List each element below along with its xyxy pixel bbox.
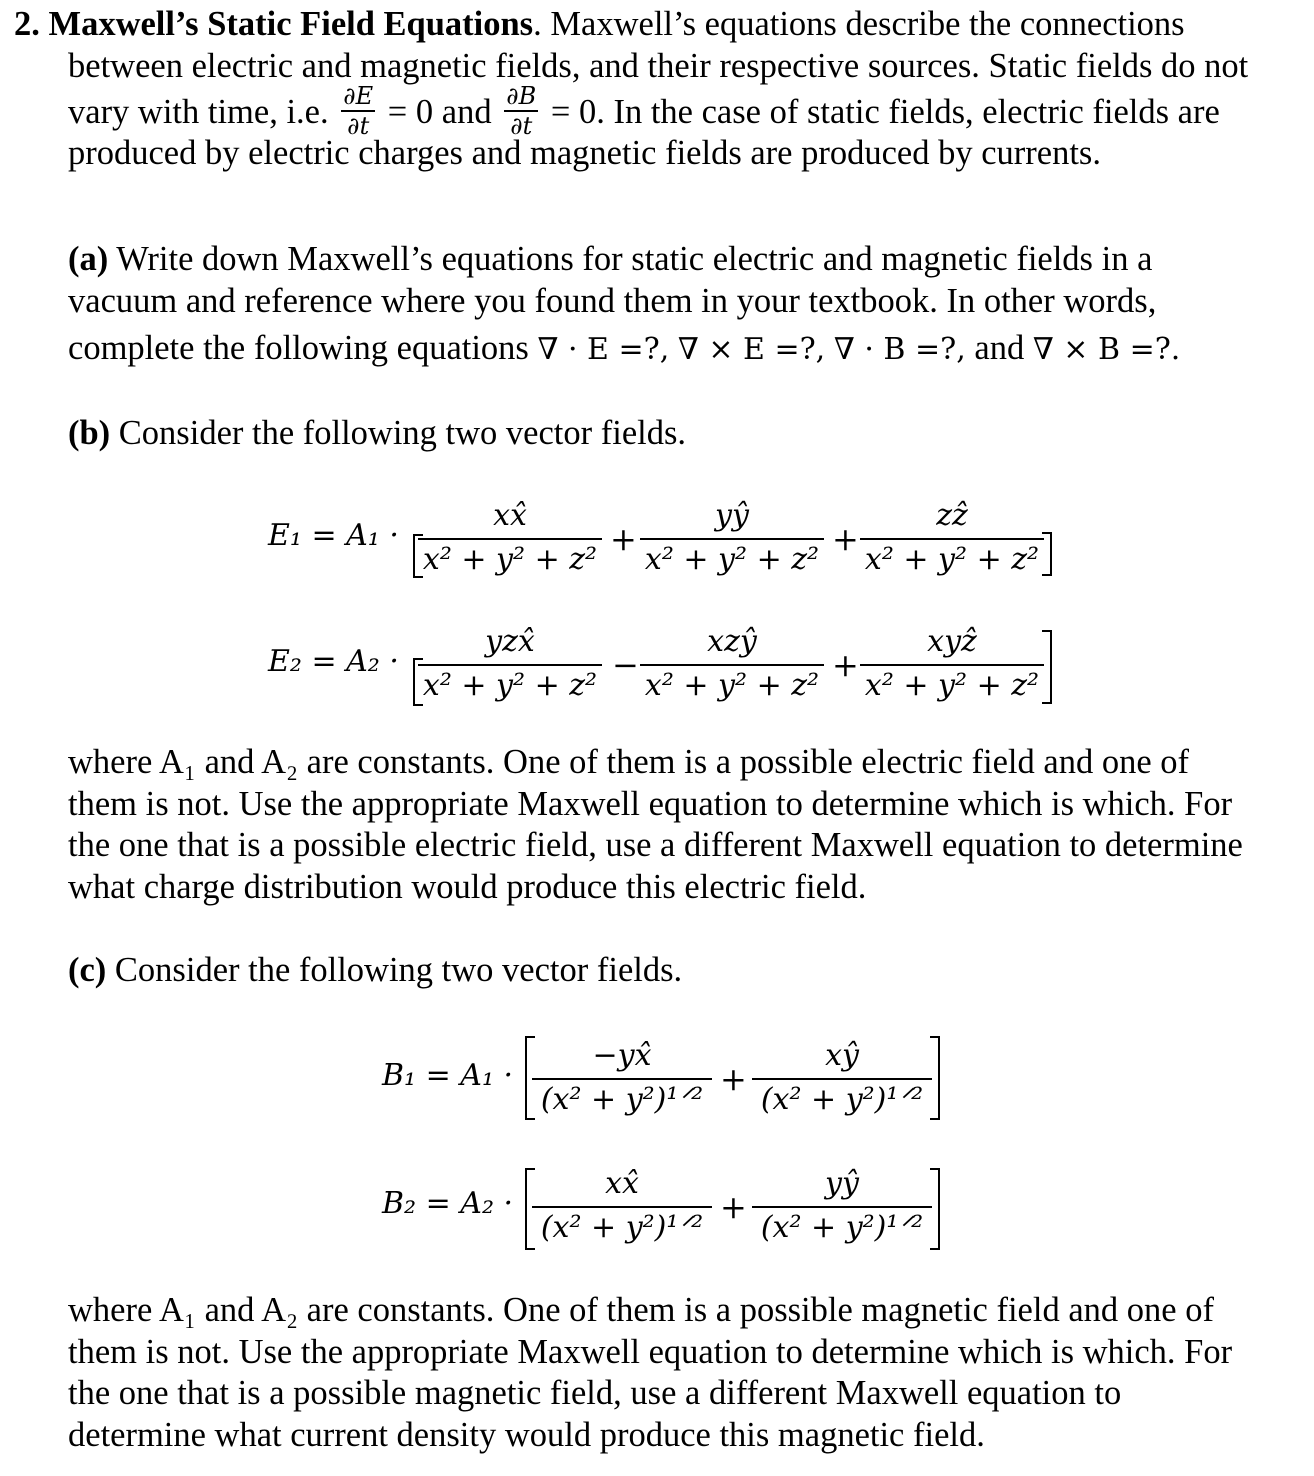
intro-line-3c: = 0. In the case of static fields, electric fields are [550,93,1220,131]
part-b-intro [68,413,1304,455]
part-b-followup [68,742,1304,908]
part-c-intro [68,950,1304,992]
e1-term-1: $\frac{xx̂}{\text{x² + y² + z²}}$ [418,496,602,580]
e1-right-bracket [1042,532,1052,576]
eq-curl-e: ∇ × E =?, [677,332,826,367]
b2-right-bracket [930,1168,940,1250]
e2-right-bracket [1042,630,1052,704]
b1-lhs: B₁ = A₁ · [382,1058,514,1093]
dB-numerator: ∂B [506,82,537,111]
dE-dt-fraction [341,82,375,141]
part-c-followup-3: the one that is a possible magnetic field, use a different Maxwell equation to [68,1374,1122,1412]
e1-op-1: + [610,520,637,558]
part-b-followup-4: what charge distribution would produce this electric field. [68,867,867,906]
e2-lhs: E₂ = A₂ · [268,644,399,679]
b1-term-2: xŷ (x² + y²)¹ᐟ² [752,1036,932,1120]
equation-b1 [0,1036,1314,1126]
part-a-line-1-text: Write down Maxwell’s equations for static electric and magnetic fields in a [108,240,1153,278]
part-c-followup-1: where A₁ and A₂ are constants. One of them is a possible magnetic field and one of [68,1291,1214,1329]
intro-line-3b: = 0 and [387,93,492,131]
dB-denominator: ∂t [510,112,533,141]
part-b-followup-2: them is not. Use the appropriate Maxwell equation to determine which is which. For [68,784,1233,823]
part-a-line-2: vacuum and reference where you found them in your textbook. In other words, [68,281,1157,320]
intro-line-4: produced by electric charges and magnetic fields are produced by currents. [68,134,1101,172]
e2-term-3: xyẑ x² + y² + z² [860,622,1044,706]
e2-op-1: − [612,646,639,684]
intro-line-1-rest: . Maxwell’s equations describe the connections [533,5,1185,43]
problem-number: 2. [14,5,40,43]
e2-term-1: yzx̂ x² + y² + z² [418,622,602,706]
and-word: and [974,329,1025,367]
e2-term-2: xzŷ x² + y² + z² [640,622,824,706]
part-a-line-1 [68,239,1304,281]
b1-term-1: −yx̂ (x² + y²)¹ᐟ² [532,1036,712,1120]
e1-op-2: + [832,520,859,558]
b1-op-1: + [720,1060,747,1098]
part-c-followup-4: determine what current density would produce this magnetic field. [68,1415,985,1454]
b2-op-1: + [720,1188,747,1226]
eq-div-e: ∇ · E =?, [537,332,670,367]
intro-line-3a: vary with time, i.e. [68,93,329,131]
equation-b2 [0,1164,1314,1254]
part-a-line-3-prefix: complete the following equations [68,329,538,367]
part-c-intro-text: Consider the following two vector fields. [106,951,683,989]
intro-line-1 [14,4,1310,46]
part-a-label: (a) [68,240,109,278]
part-b-followup-1: where A₁ and A₂ are constants. One of them is a possible electric field and one of [68,743,1189,781]
intro-line-2: between electric and magnetic fields, and their respective sources. Static fields do not [68,46,1249,85]
equation-e1 [0,496,1314,586]
part-b-followup-3: the one that is a possible electric field, use a different Maxwell equation to determine [68,826,1243,864]
problem-heading: Maxwell’s Static Field Equations [48,5,534,43]
part-b-intro-text: Consider the following two vector fields. [110,414,687,452]
b1-right-bracket [930,1036,940,1120]
part-c-label: (c) [68,951,107,989]
e2-op-2: + [832,646,859,684]
eq-div-b: ∇ · B =?, [833,332,966,367]
equation-e2 [0,622,1314,712]
e1-term-2: $\frac{yŷ}{\text{x² + y² + z²}}$ [640,496,824,580]
part-a [68,239,1304,371]
part-c-followup [68,1290,1304,1456]
problem-intro [14,4,1310,175]
b2-term-1: xx̂ (x² + y²)¹ᐟ² [532,1164,712,1248]
part-c-followup-2: them is not. Use the appropriate Maxwell equation to determine which is which. For [68,1332,1233,1371]
dB-dt-fraction [504,82,538,141]
eq-curl-b: ∇ × B =?. [1032,332,1181,367]
dE-numerator: ∂E [343,82,374,111]
e1-term-3: $\frac{\text{zẑ}}{\text{x² + y² + z²}}$ [860,496,1044,580]
part-b-label: (b) [68,414,111,452]
part-a-line-3 [68,328,1304,371]
b2-lhs: B₂ = A₂ · [382,1186,514,1221]
b2-term-2: yŷ (x² + y²)¹ᐟ² [752,1164,932,1248]
e1-lhs: E₁ = A₁ · [268,518,399,553]
dE-denominator: ∂t [347,112,370,141]
